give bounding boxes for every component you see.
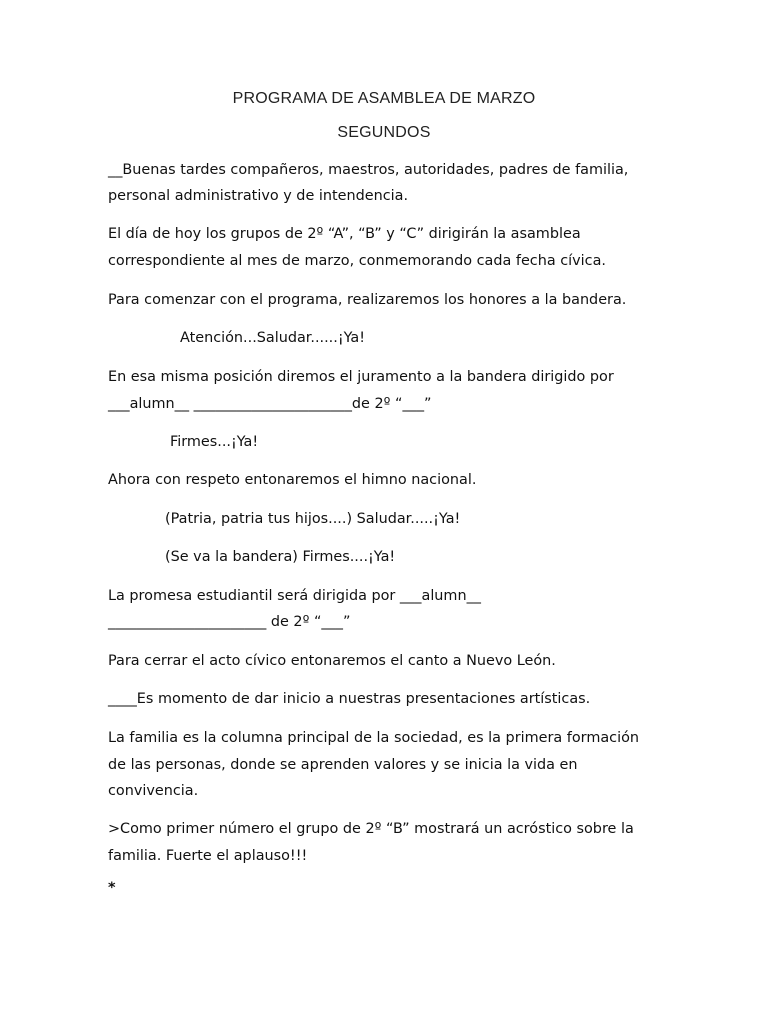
- document-subtitle: SEGUNDOS: [337, 124, 431, 141]
- closing-civic-line: Para cerrar el acto cívico entonaremos el canto a Nuevo León.: [108, 653, 556, 669]
- anthem-line: Ahora con respeto entonaremos el himno nacional.: [108, 472, 477, 488]
- anthem-command-2: (Se va la bandera) Firmes....¡Ya!: [165, 549, 396, 565]
- command-firmes: Firmes...¡Ya!: [170, 434, 259, 450]
- presentations-line: ____Es momento de dar inicio a nuestras presentaciones artísticas.: [108, 691, 591, 707]
- first-number-line-2: familia. Fuerte el aplauso!!!: [108, 848, 308, 864]
- intro-line-1: El día de hoy los grupos de 2º “A”, “B” y “C” dirigirán la asamblea: [108, 226, 581, 242]
- family-line-1: La familia es la columna principal de la sociedad, es la primera formación: [108, 730, 639, 746]
- promise-line-1: La promesa estudiantil será dirigida por ___alumn__: [108, 588, 481, 604]
- bullet-asterisk: *: [108, 880, 116, 896]
- anthem-command-1: (Patria, patria tus hijos....) Saludar.....¡Ya!: [165, 511, 461, 527]
- intro-line-2: correspondiente al mes de marzo, conmemorando cada fecha cívica.: [108, 253, 606, 269]
- document-title: PROGRAMA DE ASAMBLEA DE MARZO: [232, 90, 536, 107]
- greeting-line-2: personal administrativo y de intendencia.: [108, 188, 409, 204]
- first-number-line-1: >Como primer número el grupo de 2º “B” mostrará un acróstico sobre la: [108, 821, 634, 837]
- promise-line-2: ______________________ de 2º “___”: [108, 614, 351, 630]
- family-line-3: convivencia.: [108, 783, 199, 799]
- oath-line-1: En esa misma posición diremos el juramento a la bandera dirigido por: [108, 369, 614, 385]
- honors-line: Para comenzar con el programa, realizaremos los honores a la bandera.: [108, 292, 627, 308]
- family-line-2: de las personas, donde se aprenden valores y se inicia la vida en: [108, 757, 578, 773]
- command-salute: Atención...Saludar......¡Ya!: [180, 330, 365, 346]
- greeting-line-1: __Buenas tardes compañeros, maestros, autoridades, padres de familia,: [108, 162, 629, 178]
- oath-line-2: ___alumn__ ______________________de 2º “___”: [108, 396, 432, 412]
